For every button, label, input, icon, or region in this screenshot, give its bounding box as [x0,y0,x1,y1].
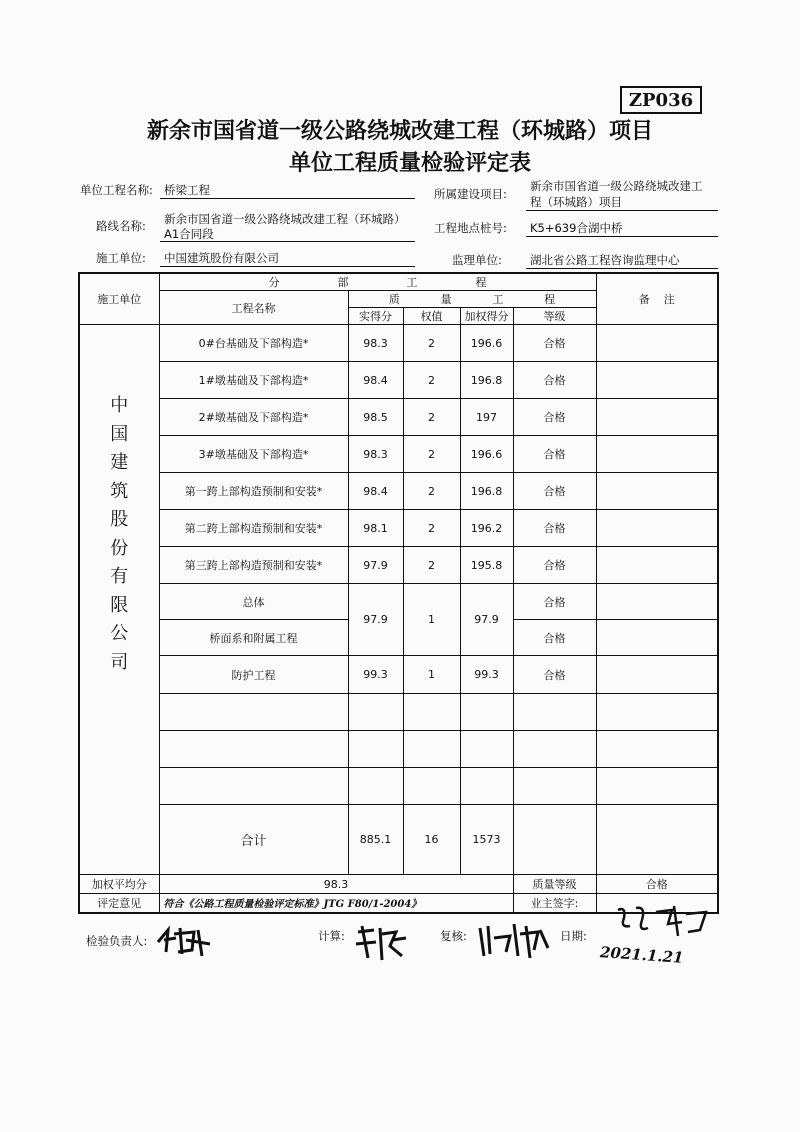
empty-cell [460,731,513,768]
row-score: 98.4 [348,473,403,510]
row-name: 第一跨上部构造预制和安装* [159,473,348,510]
vertical-char: 司 [110,651,129,673]
header-sub-project [159,273,596,291]
divider [526,210,718,211]
row-grade: 合格 [513,473,596,510]
empty-cell [348,731,403,768]
header-quality-char: 量 [440,293,452,306]
avg-value: 98.3 [159,875,513,894]
row-weighted: 196.6 [460,436,513,473]
empty-cell [513,694,596,731]
row-weight: 1 [403,584,460,656]
row-score: 98.1 [348,510,403,547]
row-name: 防护工程 [159,656,348,694]
row-note [596,510,718,547]
empty-cell [159,731,348,768]
row-name: 第三跨上部构造预制和安装* [159,547,348,584]
row-weight: 2 [403,547,460,584]
row-score: 98.4 [348,362,403,399]
row-weight: 2 [403,510,460,547]
header-quality [348,291,596,308]
vertical-char: 建 [110,452,129,473]
divider [526,236,718,237]
header-quality-char: 程 [544,293,556,306]
header-score: 实得分 [348,308,403,325]
row-name: 0#台基础及下部构造* [159,325,348,362]
row-grade: 合格 [513,547,596,584]
empty-cell [348,768,403,805]
row-weight: 2 [403,436,460,473]
date-label: 日期: [560,929,587,943]
opinion-label: 评定意见 [79,894,159,913]
row-score: 98.3 [348,325,403,362]
inspector-signature [150,920,220,960]
row-grade: 合格 [513,362,596,399]
row-note [596,436,718,473]
empty-cell [513,731,596,768]
owner-sign-label: 业主签字: [513,894,596,913]
header-quality-char: 质 [388,293,400,306]
header-sub-char: 程 [475,276,487,289]
total-score: 885.1 [348,805,403,875]
vertical-char: 股 [110,509,129,530]
row-score: 97.9 [348,547,403,584]
row-grade: 合格 [513,436,596,473]
header-quality-char: 工 [492,293,504,306]
header-weight: 权值 [403,308,460,325]
row-weighted: 196.2 [460,510,513,547]
row-note [596,584,718,620]
row-weight: 2 [403,362,460,399]
row-score: 99.3 [348,656,403,694]
divider [160,198,415,199]
row-name: 总体 [159,584,348,620]
empty-cell [348,694,403,731]
empty-cell [159,694,348,731]
row-weighted: 196.8 [460,473,513,510]
route-value-2: A1合同段 [164,227,214,241]
unit-project-label: 单位工程名称: [80,183,153,197]
row-grade: 合格 [513,325,596,362]
owner-signature [612,902,712,942]
owner-project-value-1: 新余市国省道一级公路绕城改建工 [530,179,703,193]
unit-project-value: 桥梁工程 [164,183,210,197]
row-note [596,656,718,694]
row-weight: 2 [403,399,460,436]
vertical-char: 中 [110,395,129,416]
header-note: 备 注 [596,273,718,325]
row-weighted: 195.8 [460,547,513,584]
row-grade: 合格 [513,620,596,656]
row-score: 98.5 [348,399,403,436]
empty-cell [460,768,513,805]
row-weight: 2 [403,325,460,362]
supervisor-value: 湖北省公路工程咨询监理中心 [530,253,680,267]
calculator-signature [352,920,412,964]
vertical-char: 筑 [110,480,129,502]
row-weighted: 197 [460,399,513,436]
builder-vertical-name [79,325,159,875]
empty-cell [460,694,513,731]
divider [160,266,415,267]
avg-label: 加权平均分 [79,875,159,894]
total-label: 合计 [159,805,348,875]
header-weighted: 加权得分 [460,308,513,325]
row-grade: 合格 [513,510,596,547]
owner-project-value-2: 程（环城路）项目 [530,195,622,209]
vertical-char: 公 [110,623,129,644]
stake-value: K5+639合湖中桥 [530,221,623,235]
row-note [596,362,718,399]
header-sub-char: 分 [268,276,280,289]
total-weight: 16 [403,805,460,875]
inspector-label: 检验负责人: [86,934,148,948]
row-note [596,399,718,436]
empty-cell [159,768,348,805]
total-note [596,805,718,875]
row-name: 2#墩基础及下部构造* [159,399,348,436]
header-grade: 等级 [513,308,596,325]
vertical-char: 国 [110,423,129,445]
builder-value: 中国建筑股份有限公司 [164,251,279,265]
vertical-char: 份 [110,537,129,559]
review-label: 复核: [440,929,467,943]
page-title: 新余市国省道一级公路绕城改建工程（环城路）项目 [146,118,653,144]
row-note [596,620,718,656]
row-grade: 合格 [513,656,596,694]
date-value: 2021.1.21 [599,943,685,967]
row-note [596,547,718,584]
total-weighted: 1573 [460,805,513,875]
row-note [596,325,718,362]
builder-label: 施工单位: [96,251,146,265]
quality-grade-label: 质量等级 [513,875,596,894]
divider [526,268,718,269]
empty-cell [596,768,718,805]
row-grade: 合格 [513,584,596,620]
reviewer-signature [474,918,554,962]
owner-project-label: 所属建设项目: [434,187,507,201]
quality-grade-value: 合格 [596,875,718,894]
opinion-value: 符合《公路工程质量检验评定标准》JTG F80/1-2004》 [159,894,513,913]
row-score: 97.9 [348,584,403,656]
vertical-char: 限 [110,594,129,616]
row-grade: 合格 [513,399,596,436]
header-name: 工程名称 [159,291,348,325]
row-weighted: 99.3 [460,656,513,694]
stake-label: 工程地点桩号: [434,221,507,235]
empty-cell [513,768,596,805]
row-weight: 2 [403,473,460,510]
divider [160,241,415,242]
header-sub-char: 工 [406,276,418,289]
route-value-1: 新余市国省道一级公路绕城改建工程（环城路） [164,212,406,226]
route-label: 路线名称: [96,219,146,233]
row-weighted: 97.9 [460,584,513,656]
total-grade [513,805,596,875]
page-subtitle: 单位工程质量检验评定表 [288,150,531,176]
evaluation-table [78,272,719,914]
row-name: 3#墩基础及下部构造* [159,436,348,473]
vertical-char: 有 [110,566,129,587]
empty-cell [596,694,718,731]
row-name: 桥面系和附属工程 [159,620,348,656]
empty-cell [403,731,460,768]
row-name: 1#墩基础及下部构造* [159,362,348,399]
row-score: 98.3 [348,436,403,473]
header-builder: 施工单位 [79,273,159,325]
supervisor-label: 监理单位: [452,253,502,267]
row-weighted: 196.6 [460,325,513,362]
header-sub-char: 部 [337,276,349,289]
form-code: ZP036 [620,86,702,114]
calc-label: 计算: [318,929,345,943]
row-name: 第二跨上部构造预制和安装* [159,510,348,547]
empty-cell [403,694,460,731]
row-note [596,473,718,510]
empty-cell [596,731,718,768]
empty-cell [403,768,460,805]
row-weighted: 196.8 [460,362,513,399]
row-weight: 1 [403,656,460,694]
